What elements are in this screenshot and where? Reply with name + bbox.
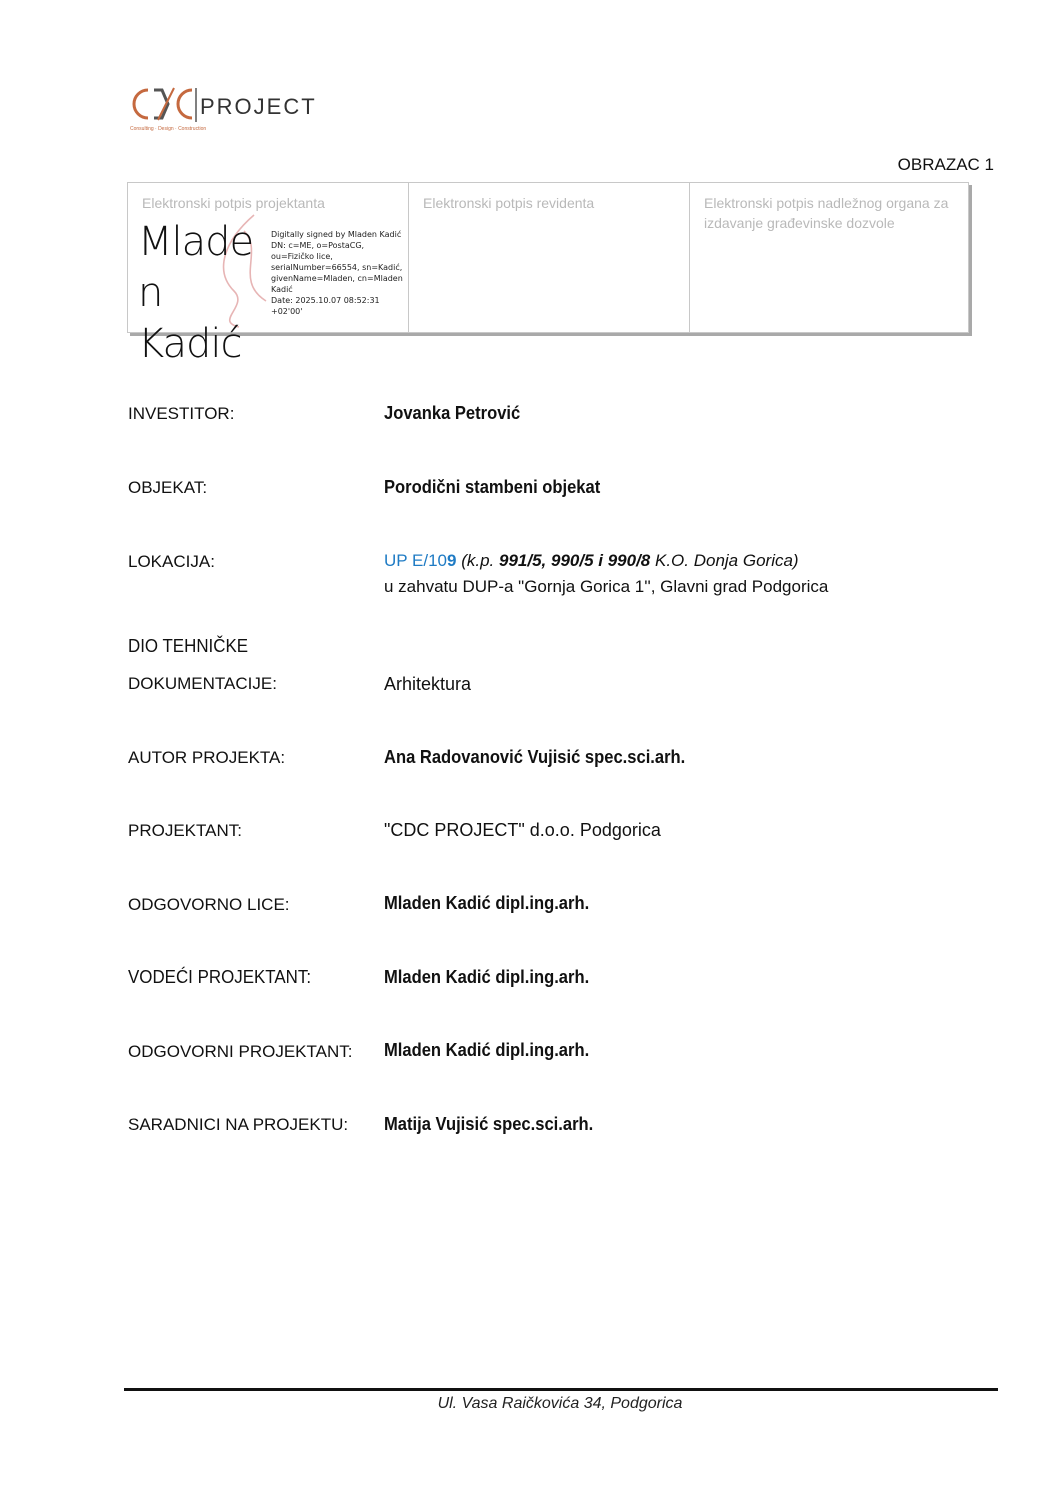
lokacija-value: UP E/109 (k.p. 991/5, 990/5 i 990/8 K.O. Donja Gorica) [384, 551, 799, 570]
odgovorni-projektant-value: Mladen Kadić dipl.ing.arh. [384, 1040, 590, 1060]
projektant-value: "CDC PROJECT" d.o.o. Podgorica [384, 820, 661, 840]
objekat-label: OBJEKAT: [128, 478, 208, 497]
objekat-value: Porodični stambeni objekat [384, 477, 601, 497]
parcel-numbers: 991/5, 990/5 i 990/8 [499, 551, 651, 570]
dokumentacije-value: Arhitektura [384, 674, 472, 694]
signature-details: Digitally signed by Mladen Kadić DN: c=ME, o=PostaCG, ou=Fizičko lice, serialNumber=66554, sn=Kadić, givenName=Mladen, cn=Mladen Kadić Date: 2025.10.07 08:52:31 +02'00' [271, 230, 403, 316]
logo-tagline: Consulting · Design · Construction [130, 126, 207, 132]
footer-divider [124, 1388, 998, 1391]
odgovorni-projektant-label: ODGOVORNI PROJEKTANT: [128, 1042, 353, 1061]
dio-tehnicke-label: DIO TEHNIČKE [128, 636, 249, 656]
footer-address: Ul. Vasa Raičkovića 34, Podgorica [437, 1395, 683, 1412]
saradnici-label: SARADNICI NA PROJEKTU: [128, 1115, 349, 1134]
autor-value: Ana Radovanović Vujisić spec.sci.arh. [384, 747, 686, 767]
logo-text: PROJECT [200, 94, 317, 119]
signature-cell-authority[interactable] [690, 183, 968, 332]
projektant-label: PROJEKTANT: [128, 821, 242, 840]
autor-label: AUTOR PROJEKTA: [128, 748, 286, 767]
signature-label: Elektronski potpis projektanta [142, 195, 325, 211]
odgovorno-lice-value: Mladen Kadić dipl.ing.arh. [384, 893, 590, 913]
odgovorno-lice-label: ODGOVORNO LICE: [128, 895, 290, 914]
investitor-value: Jovanka Petrović [384, 403, 521, 423]
up-code: UP E/109 [384, 551, 457, 570]
signer-name: Mlade n Kadić [138, 219, 254, 367]
signature-cell-reviewer[interactable] [409, 183, 690, 332]
company-logo [128, 84, 318, 140]
signature-cell-designer[interactable] [128, 183, 409, 367]
vodeci-projektant-value: Mladen Kadić dipl.ing.arh. [384, 967, 590, 987]
signature-label: Elektronski potpis nadležnog organa za izdavanje građevinske dozvole [704, 195, 949, 231]
dokumentacije-label: DOKUMENTACIJE: [128, 674, 277, 693]
lokacija-line2: u zahvatu DUP-a "Gornja Gorica 1'', Glavni grad Podgorica [384, 577, 829, 596]
lokacija-label: LOKACIJA: [128, 552, 215, 571]
cdc-logo-mark-icon [128, 84, 198, 124]
logo-divider [194, 88, 198, 122]
signature-table [127, 182, 969, 367]
investitor-label: INVESTITOR: [128, 404, 235, 423]
form-number: OBRAZAC 1 [897, 155, 994, 174]
vodeci-projektant-label: VODEĆI PROJEKTANT: [128, 967, 312, 987]
saradnici-value: Matija Vujisić spec.sci.arh. [384, 1114, 594, 1134]
signature-label: Elektronski potpis revidenta [423, 195, 595, 211]
